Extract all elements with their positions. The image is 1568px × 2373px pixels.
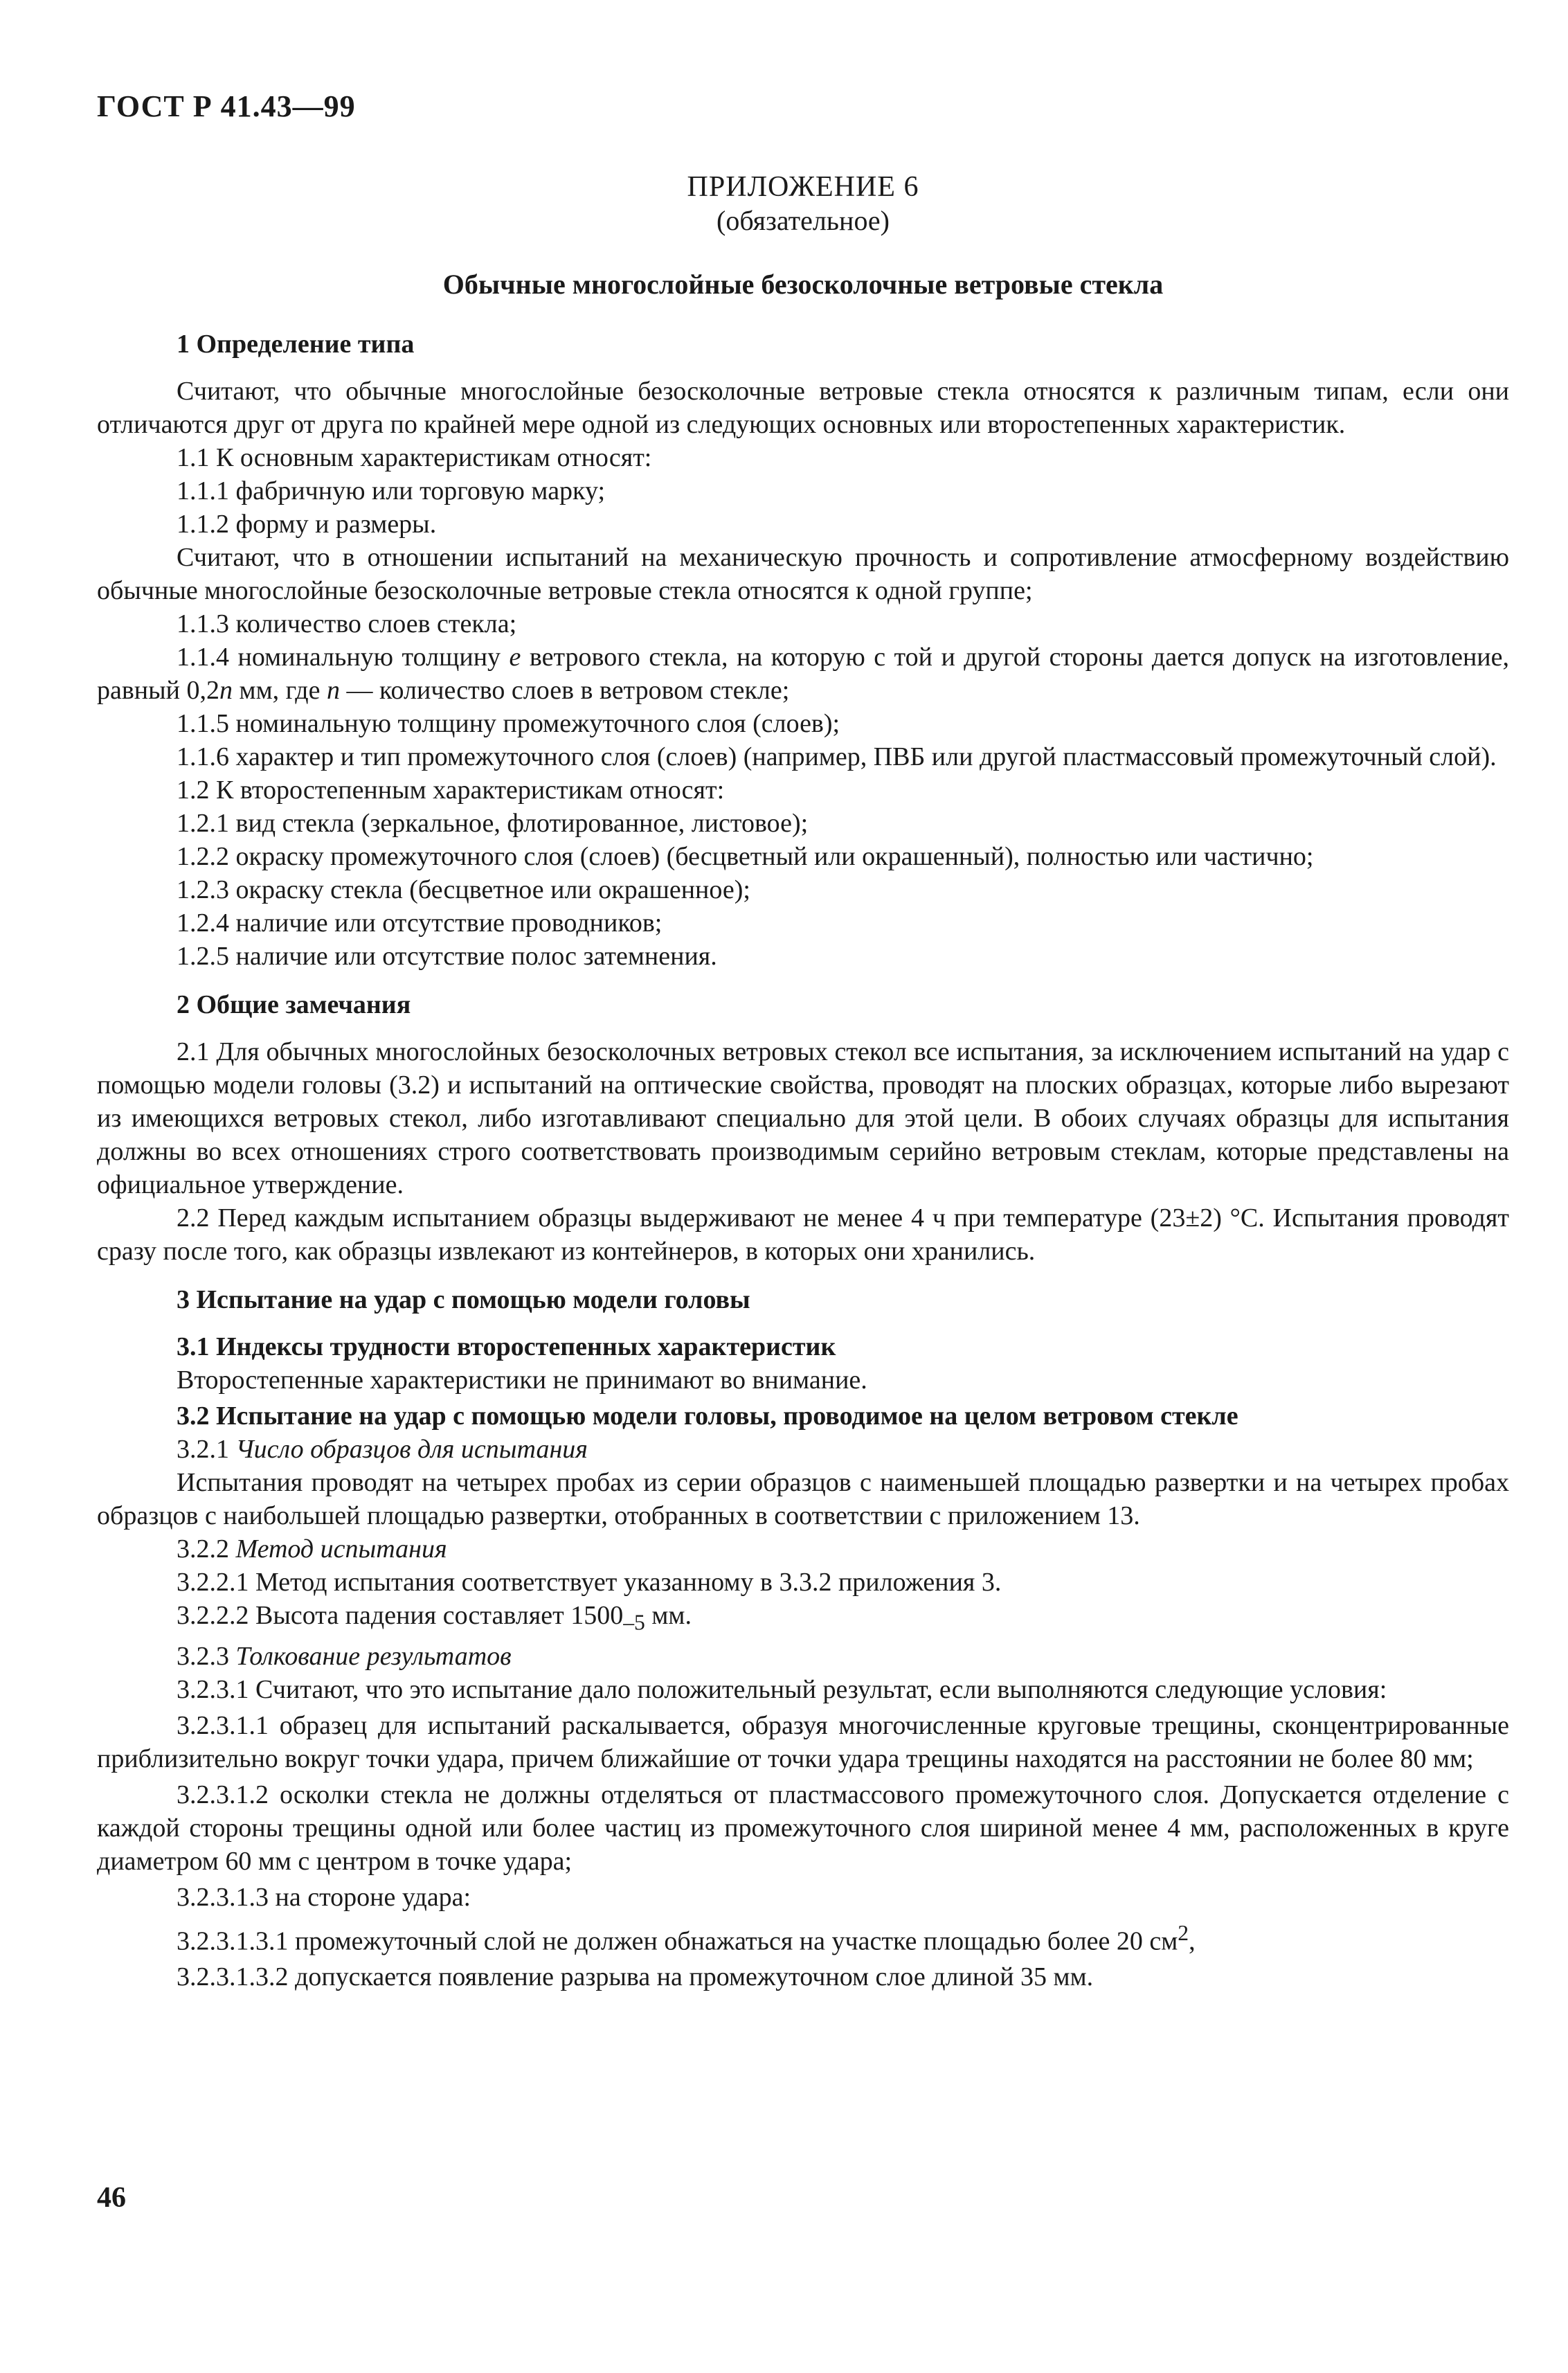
paragraph: 1.1.3 количество слоев стекла; — [177, 609, 517, 638]
tolerance-subscript: –5 — [623, 1610, 645, 1635]
paragraph: 1.1.1 фабричную или торговую марку; — [177, 476, 606, 505]
paragraph: 3.2.2.1 Метод испытания соответствует указанному в 3.3.2 приложения 3. — [177, 1568, 1002, 1597]
paragraph: 1.1.5 номинальную толщину промежуточного слоя (слоев); — [177, 709, 840, 738]
paragraph-3-2-3-1-3-1: 3.2.3.1.3.1 промежуточный слой не должен обнажаться на участке площадью более 20 $см^2$, — [177, 1920, 1196, 1956]
paragraph-3-2-3-title: 3.2.3 Толкование результатов — [177, 1641, 512, 1671]
paragraph-3-2-2-2: 3.2.2.2 Высота падения составляет $1500_{-5}$ мм. — [177, 1601, 692, 1635]
section-2-heading: 2 Общие замечания — [177, 990, 411, 1019]
paragraph: 3.2.3.1.1 образец для испытаний раскалывается, образуя многочисленные круговые трещины, сконцентрированные приблизительно вокруг точки удара, причем ближайшие от точки удара трещины находятся на расстоянии не более 80 мм; — [97, 1710, 1509, 1773]
paragraph: 1.1.2 форму и размеры. — [177, 510, 437, 539]
subsection-3-1-heading: 3.1 Индексы трудности второстепенных характеристик — [177, 1332, 836, 1361]
paragraph: 1.2 К второстепенным характеристикам относят: — [177, 776, 725, 805]
variable-n: n — [327, 676, 341, 705]
superscript: 2 — [1178, 1920, 1189, 1945]
paragraph: 3.2.3.1.2 осколки стекла не должны отделяться от пластмассового промежуточного слоя. Допускается отделение с каждой стороны трещины одной или более частиц из промежуточного слоя шириной менее 4 мм, расположенных в круге диаметром 60 мм с центром в точке удара; — [97, 1780, 1509, 1876]
paragraph: Второстепенные характеристики не принимают во внимание. — [177, 1365, 867, 1395]
paragraph: 3.2.3.1.3.2 допускается появление разрыва на промежуточном слое длиной 35 мм. — [177, 1962, 1094, 1992]
paragraph: 1.2.3 окраску стекла (бесцветное или окрашенное); — [177, 875, 750, 904]
section-1-heading: 1 Определение типа — [177, 330, 415, 359]
paragraph: 2.1 Для обычных многослойных безосколочных ветровых стекол все испытания, за исключением испытаний на удар с помощью модели головы (3.2) и испытаний на оптические свойства, проводят на плоских образцах, которые либо вырезают из имеющихся ветровых стекол, либо изготавливают специально для этой цели. В обоих случаях образцы для испытания должны во всех отношениях строго соответствовать производимым серийно ветровым стеклам, которые представлены на официальное утверждение. — [97, 1037, 1509, 1199]
subsection-3-2-heading: 3.2 Испытание на удар с помощью модели головы, проводимое на целом ветровом стекле — [177, 1402, 1238, 1431]
paragraph: 3.2.3.1.3 на стороне удара: — [177, 1882, 471, 1912]
paragraph: 1.2.5 наличие или отсутствие полос затемнения. — [177, 942, 717, 971]
page-number: 46 — [97, 2182, 126, 2214]
paragraph: 1.2.1 вид стекла (зеркальное, флотированное, листовое); — [177, 809, 809, 838]
paragraph: Испытания проводят на четырех пробах из серии образцов с наименьшей площадью развертки и на четырех пробах образцов с наибольшей площадью развертки, отобранных в соответствии с приложением 13. — [97, 1468, 1509, 1530]
paragraph: Считают, что в отношении испытаний на механическую прочность и сопротивление атмосферному воздействию обычные многослойные безосколочные ветровые стекла относятся к одной группе; — [97, 543, 1509, 605]
paragraph: 1.2.2 окраску промежуточного слоя (слоев) (бесцветный или окрашенный), полностью или частично; — [177, 842, 1314, 871]
paragraph: 3.2.3.1 Считают, что это испытание дало положительный результат, если выполняются следующие условия: — [177, 1674, 1387, 1704]
paragraph-1-1-4: 1.1.4 номинальную толщину е ветрового стекла, на которую с той и другой стороны дается допуск на изготовление, равный 0,2n мм, где n — количество слоев в ветровом стекле; — [97, 643, 1509, 705]
paragraph: 1.1 К основным характеристикам относят: — [177, 443, 652, 472]
variable-e: е — [509, 643, 521, 672]
appendix-title: ПРИЛОЖЕНИЕ 6 — [687, 171, 919, 203]
paragraph-3-2-2-title: 3.2.2 Метод испытания — [177, 1534, 447, 1564]
paragraph: 1.2.4 наличие или отсутствие проводников; — [177, 908, 663, 938]
section-3-heading: 3 Испытание на удар с помощью модели головы — [177, 1285, 750, 1314]
appendix-note: (обязательное) — [717, 205, 890, 236]
paragraph: Считают, что обычные многослойные безосколочные ветровые стекла относятся к различным типам, если они отличаются друг от друга по крайней мере одной из следующих основных или второстепенных характеристик. — [97, 377, 1509, 439]
appendix-heading: Обычные многослойные безосколочные ветровые стекла — [442, 269, 1164, 300]
page-content — [97, 170, 1509, 1994]
paragraph-3-2-1-title: 3.2.1 Число образцов для испытания — [177, 1435, 588, 1464]
standard-designation: ГОСТ Р 41.43—99 — [97, 89, 356, 123]
paragraph: 1.1.6 характер и тип промежуточного слоя (слоев) (например, ПВБ или другой пластмассовый промежуточный слой). — [177, 742, 1497, 771]
variable-n: n — [219, 676, 233, 705]
paragraph: 2.2 Перед каждым испытанием образцы выдерживают не менее 4 ч при температуре (23±2) °С. Испытания проводят сразу после того, как образцы извлекают из контейнеров, в которых они хранились. — [97, 1203, 1509, 1266]
